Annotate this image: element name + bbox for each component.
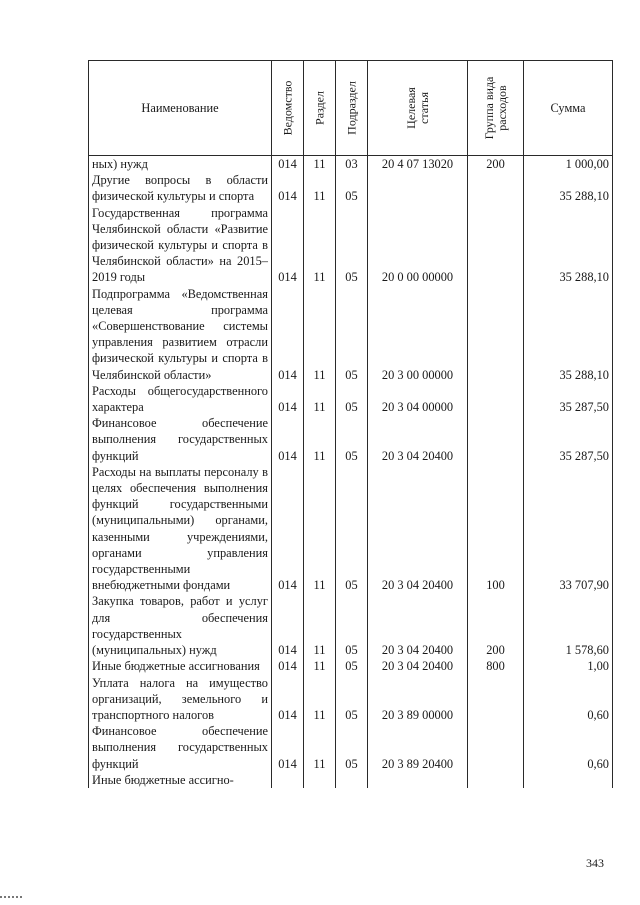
row-sum: 0,60 (524, 723, 613, 772)
row-ministry: 014 (272, 286, 304, 383)
row-group (468, 172, 524, 204)
row-section: 11 (304, 286, 336, 383)
row-name: Государственная программа Челябинской области «Развитие физической культуры и спорта в Челябинской области» на 2015–2019 годы (89, 205, 272, 286)
row-target: 20 3 04 20400 (368, 658, 468, 674)
table-row (89, 464, 613, 594)
row-group (468, 675, 524, 724)
row-ministry: 014 (272, 205, 304, 286)
row-target: 20 3 04 00000 (368, 383, 468, 415)
row-ministry: 014 (272, 464, 304, 594)
row-section (304, 772, 336, 788)
row-target (368, 172, 468, 204)
row-target: 20 3 04 20400 (368, 593, 468, 658)
row-sum: 35 288,10 (524, 172, 613, 204)
row-group (468, 383, 524, 415)
row-target (368, 772, 468, 788)
table-row (89, 658, 613, 674)
row-section: 11 (304, 464, 336, 594)
row-name: Иные бюджетные ассигнования (89, 658, 272, 674)
row-subsection: 03 (336, 156, 368, 173)
row-section: 11 (304, 658, 336, 674)
row-sum: 1 000,00 (524, 156, 613, 173)
row-sum: 0,60 (524, 675, 613, 724)
header-group: Группа вида расходов (468, 61, 524, 156)
row-ministry: 014 (272, 415, 304, 464)
row-sum: 1 578,60 (524, 593, 613, 658)
table-row (89, 675, 613, 724)
row-name: Иные бюджетные ассигно- (89, 772, 272, 788)
row-subsection: 05 (336, 286, 368, 383)
row-name: Расходы общегосударственного характера (89, 383, 272, 415)
header-subsection: Подраздел (336, 61, 368, 156)
row-group: 100 (468, 464, 524, 594)
row-ministry: 014 (272, 675, 304, 724)
table-row (89, 593, 613, 658)
header-sum: Сумма (524, 61, 613, 156)
row-sum: 35 288,10 (524, 205, 613, 286)
row-subsection: 05 (336, 415, 368, 464)
header-target: Целевая статья (368, 61, 468, 156)
row-name: Финансовое обеспечение выполнения государственных функций (89, 415, 272, 464)
row-ministry: 014 (272, 172, 304, 204)
row-sum: 35 287,50 (524, 415, 613, 464)
row-target: 20 3 89 00000 (368, 675, 468, 724)
table-row (89, 772, 613, 788)
row-subsection (336, 772, 368, 788)
row-sum (524, 772, 613, 788)
row-name: Подпрограмма «Ведомственная целевая программа «Совершенствование системы управления развитием отрасли физической культуры и спорта в Челябинской области» (89, 286, 272, 383)
row-section: 11 (304, 205, 336, 286)
page-number: 343 (586, 856, 604, 870)
header-section: Раздел (304, 61, 336, 156)
row-target: 20 3 04 20400 (368, 415, 468, 464)
row-target: 20 3 89 20400 (368, 723, 468, 772)
row-group (468, 205, 524, 286)
table-row (89, 383, 613, 415)
row-subsection: 05 (336, 464, 368, 594)
row-name: Закупка товаров, работ и услуг для обеспечения государственных (муниципальных) нужд (89, 593, 272, 658)
row-section: 11 (304, 675, 336, 724)
row-group: 200 (468, 156, 524, 173)
row-sum: 35 287,50 (524, 383, 613, 415)
row-target: 20 3 04 20400 (368, 464, 468, 594)
table-row (89, 172, 613, 204)
row-sum: 33 707,90 (524, 464, 613, 594)
row-section: 11 (304, 156, 336, 173)
row-target: 20 4 07 13020 (368, 156, 468, 173)
row-group (468, 723, 524, 772)
row-group (468, 772, 524, 788)
row-subsection: 05 (336, 205, 368, 286)
row-ministry: 014 (272, 723, 304, 772)
row-name: ных) нужд (89, 156, 272, 173)
row-ministry: 014 (272, 156, 304, 173)
row-section: 11 (304, 593, 336, 658)
row-subsection: 05 (336, 383, 368, 415)
row-name: Расходы на выплаты персоналу в целях обеспечения выполнения функций государственными (муниципальными) органами, казенными учреждениями, органами управления государственными внебюджетными фондами (89, 464, 272, 594)
table-header (89, 61, 613, 156)
row-target: 20 0 00 00000 (368, 205, 468, 286)
row-subsection: 05 (336, 658, 368, 674)
row-subsection: 05 (336, 593, 368, 658)
row-subsection: 05 (336, 675, 368, 724)
row-subsection: 05 (336, 723, 368, 772)
row-group: 800 (468, 658, 524, 674)
header-ministry: Ведомство (272, 61, 304, 156)
row-section: 11 (304, 723, 336, 772)
table-row (89, 723, 613, 772)
row-subsection: 05 (336, 172, 368, 204)
row-name: Другие вопросы в области физической культуры и спорта (89, 172, 272, 204)
row-name: Финансовое обеспечение выполнения государственных функций (89, 723, 272, 772)
row-section: 11 (304, 415, 336, 464)
table-row (89, 156, 613, 173)
row-sum: 35 288,10 (524, 286, 613, 383)
row-group: 200 (468, 593, 524, 658)
row-group (468, 286, 524, 383)
row-group (468, 415, 524, 464)
row-section: 11 (304, 172, 336, 204)
row-ministry: 014 (272, 593, 304, 658)
table-row (89, 205, 613, 286)
row-target: 20 3 00 00000 (368, 286, 468, 383)
table-row (89, 286, 613, 383)
row-name: Уплата налога на имущество организаций, земельного и транспортного налогов (89, 675, 272, 724)
row-ministry: 014 (272, 658, 304, 674)
budget-table (88, 60, 613, 788)
row-ministry: 014 (272, 383, 304, 415)
row-ministry (272, 772, 304, 788)
row-section: 11 (304, 383, 336, 415)
header-name: Наименование (89, 61, 272, 156)
table-row (89, 415, 613, 464)
edge-mark (0, 896, 22, 902)
row-sum: 1,00 (524, 658, 613, 674)
